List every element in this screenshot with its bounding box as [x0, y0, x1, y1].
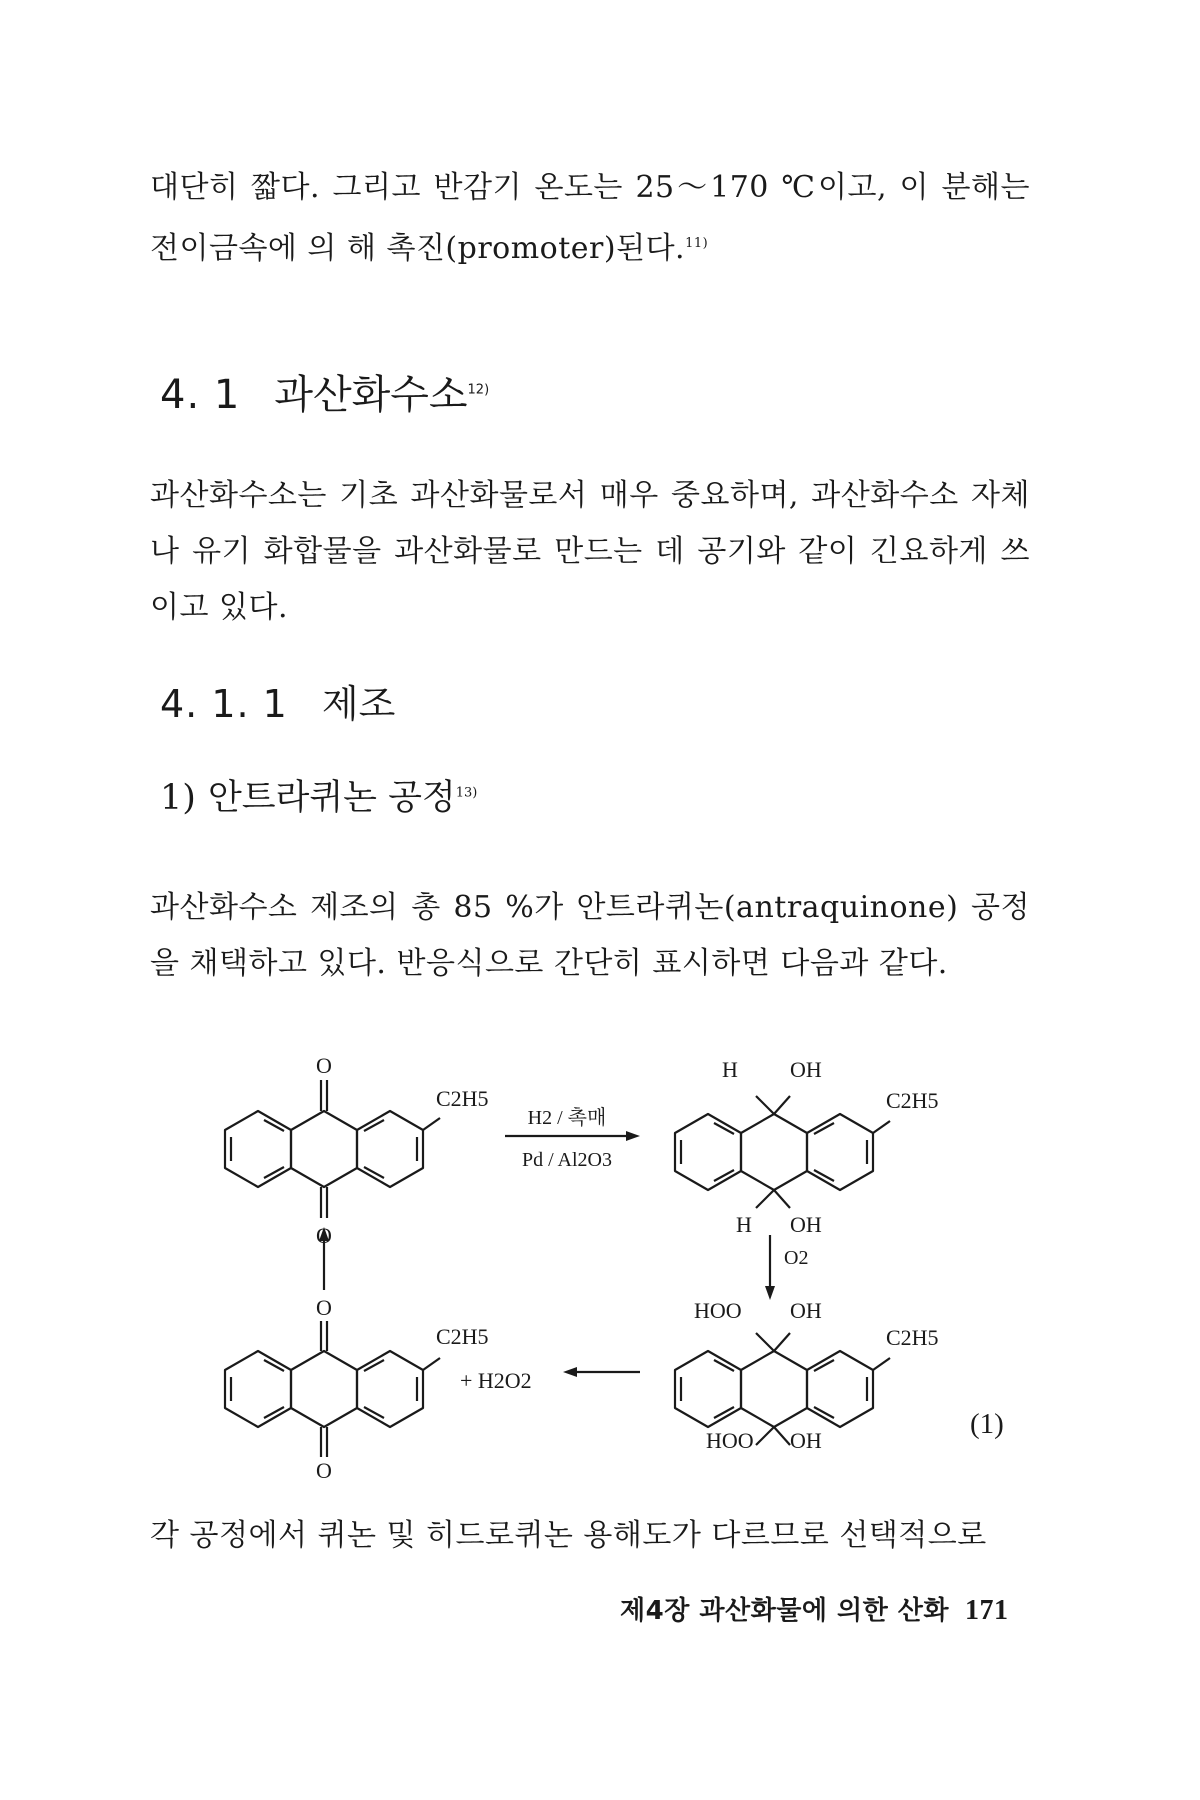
ethyl-group-label: C2H5 [436, 1086, 489, 1111]
section-title: 제조 [321, 682, 396, 726]
section-number: 4. 1 [160, 372, 241, 418]
reagent-catalyst-label: H2 / 촉매 [527, 1107, 607, 1129]
hydrogen-label: H [736, 1212, 752, 1237]
hydroxyl-label: OH [790, 1212, 822, 1237]
oxidant-label: O2 [784, 1247, 809, 1269]
footnote-ref: 12) [467, 382, 490, 398]
hydrogen-peroxide-product-label: + H2O2 [460, 1368, 532, 1393]
paragraph-process: 과산화수소 제조의 총 85 %가 안트라퀴논(antraquinone) 공정을 채택하고 있다. 반응식으로 간단히 표시하면 다음과 같다. [150, 890, 1030, 981]
paragraph-intro-text: 대단히 짧다. 그리고 반감기 온도는 25～170 ℃이고, 이 분해는 전이금속에 의 해 촉진(promoter)된다. [150, 170, 1030, 266]
paragraph-intro [150, 160, 1030, 277]
ethyl-group-label: C2H5 [436, 1324, 489, 1349]
hydroperoxy-label: HOO [706, 1428, 754, 1453]
footnote-ref: 13) [455, 785, 478, 801]
hydroxyl-label: OH [790, 1298, 822, 1323]
hydroperoxy-label: HOO [694, 1298, 742, 1323]
section-title: 과산화수소 [274, 372, 468, 418]
carbonyl-oxygen-label: O [316, 1458, 332, 1483]
ethyl-group-label: C2H5 [886, 1088, 939, 1113]
paragraph-solubility: 각 공정에서 퀴논 및 히드로퀴논 용해도가 다르므로 선택적으로 [150, 1518, 987, 1553]
footnote-ref: 11) [685, 236, 709, 251]
anthrahydroquinone-structure [675, 1096, 890, 1208]
chapter-title: 제4장 과산화물에 의한 산화 [620, 1596, 950, 1626]
section-heading-4-1-1 [160, 673, 395, 728]
catalyst-support-label: Pd / Al2O3 [521, 1149, 613, 1171]
hydroxyl-label: OH [790, 1057, 822, 1082]
hydrogen-label: H [722, 1057, 738, 1082]
carbonyl-oxygen-label: O [316, 1053, 332, 1078]
hydroxyl-label: OH [790, 1428, 822, 1453]
carbonyl-oxygen-label: O [316, 1223, 332, 1248]
subsection-title: 안트라퀴논 공정 [207, 778, 456, 818]
subsection-number: 1) [160, 778, 196, 818]
page-number: 171 [965, 1595, 1009, 1626]
paragraph-hydrogen-peroxide: 과산화수소는 기초 과산화물로서 매우 중요하며, 과산화수소 자체나 유기 화합물을 과산화물로 만드는 데 공기와 같이 긴요하게 쓰이고 있다. [150, 478, 1030, 625]
carbonyl-oxygen-label: O [316, 1295, 332, 1320]
regenerated-anthraquinone-structure [225, 1321, 440, 1457]
section-heading-4-1 [160, 363, 489, 420]
ethyl-group-label: C2H5 [886, 1325, 939, 1350]
section-number: 4. 1. 1 [160, 682, 288, 726]
reaction-scheme-diagram [200, 1030, 1040, 1483]
running-footer [620, 1590, 1009, 1627]
anthraquinone-structure [225, 1080, 440, 1218]
subsection-heading-anthraquinone [160, 770, 477, 820]
reaction-arrows [324, 1136, 770, 1372]
equation-number: (1) [970, 1408, 1004, 1440]
